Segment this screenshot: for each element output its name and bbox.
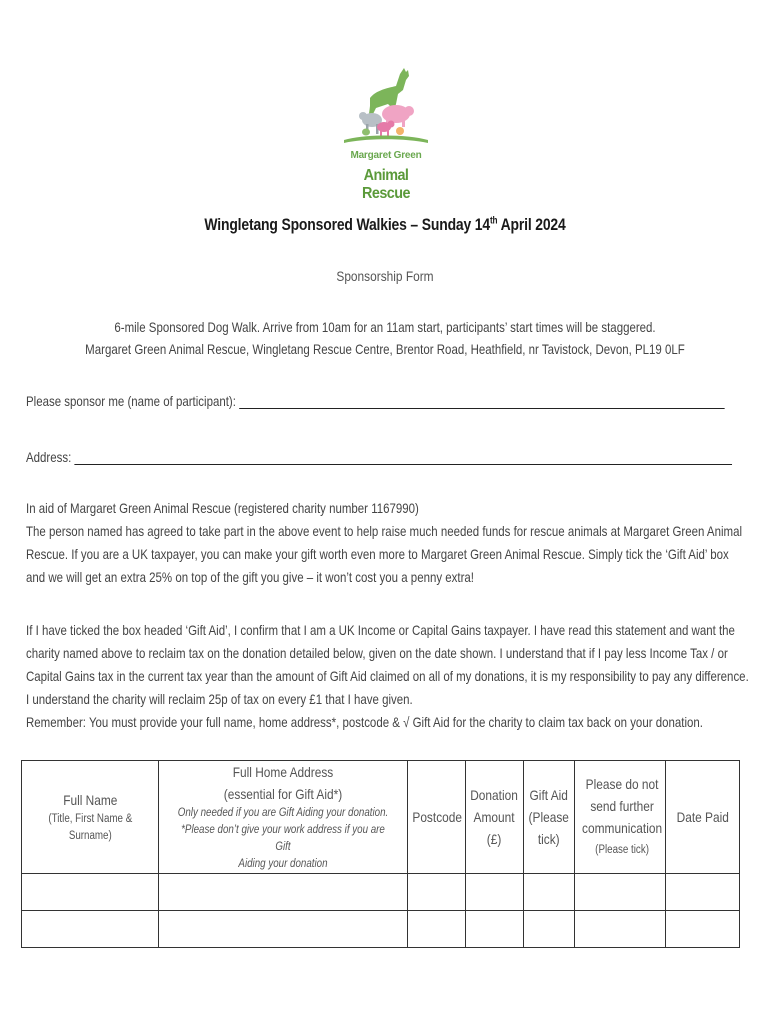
gift-aid-line: I understand the charity will reclaim 25p of tax on every £1 that I have given.	[26, 691, 413, 707]
charity-info	[26, 497, 748, 589]
charity-logo	[336, 64, 436, 202]
participant-label: Please sponsor me (name of participant):	[26, 393, 236, 409]
cell-full-name[interactable]	[22, 911, 159, 948]
address-line[interactable]	[74, 450, 732, 465]
header-date-paid: Date Paid	[666, 761, 740, 874]
header-full-name: Full Name (Title, First Name & Surname)	[22, 761, 159, 874]
gift-aid-line: Capital Gains tax in the current tax year than the amount of Gift Aid claimed on all of my donations, it is my responsibility to pay any difference.	[26, 668, 749, 684]
cell-postcode[interactable]	[408, 874, 466, 911]
gift-aid-line: charity named above to reclaim tax on the donation detailed below, given on the date shown. I understand that if I pay less Income Tax / or	[26, 645, 728, 661]
gift-aid-line: If I have ticked the box headed ‘Gift Aid’, I confirm that I am a UK Income or Capital Gains taxpayer. I have read this statement and want the	[26, 622, 735, 638]
cell-gift-aid[interactable]	[524, 911, 575, 948]
cell-gift-aid[interactable]	[524, 874, 575, 911]
header-donation: Donation Amount (£)	[466, 761, 524, 874]
charity-line: and we will get an extra 25% on top of the gift you give – it won’t cost you a penny extra!	[26, 569, 474, 585]
event-line-1: 6-mile Sponsored Dog Walk. Arrive from 10am for an 11am start, participants’ start times will be staggered.	[114, 319, 656, 335]
cell-postcode[interactable]	[408, 911, 466, 948]
logo-org-line1: Margaret Green	[350, 150, 422, 161]
form-subtitle: Sponsorship Form	[336, 268, 434, 284]
cell-date-paid[interactable]	[666, 911, 740, 948]
participant-field[interactable]	[26, 393, 725, 409]
header-gift-aid: Gift Aid (Please tick)	[524, 761, 575, 874]
header-address: Full Home Address (essential for Gift Aid*) Only needed if you are Gift Aiding your donation. *Please don’t give your work address if you are Gift Aiding your donation	[159, 761, 408, 874]
table-row	[22, 911, 740, 948]
sponsor-table	[21, 760, 740, 948]
address-field[interactable]	[26, 449, 732, 465]
gift-aid-line: Remember: You must provide your full name, home address*, postcode & √ Gift Aid for the charity to claim tax back on your donation.	[26, 714, 703, 730]
cell-donation[interactable]	[466, 874, 524, 911]
cell-no-communication[interactable]	[575, 911, 666, 948]
animals-logo-icon	[336, 64, 436, 148]
page-title: Wingletang Sponsored Walkies – Sunday 14th April 2024	[204, 215, 566, 234]
event-details	[69, 316, 700, 360]
table-row	[22, 874, 740, 911]
address-label: Address:	[26, 449, 72, 465]
charity-line: Rescue. If you are a UK taxpayer, you can make your gift worth even more to Margaret Green Animal Rescue. Simply tick the ‘Gift Aid’ box	[26, 546, 729, 562]
logo-org-line2: Animal Rescue	[361, 167, 410, 202]
cell-donation[interactable]	[466, 911, 524, 948]
charity-line: In aid of Margaret Green Animal Rescue (registered charity number 1167990)	[26, 500, 419, 516]
event-line-2: Margaret Green Animal Rescue, Wingletang Rescue Centre, Brentor Road, Heathfield, nr Tavistock, Devon, PL19 0LF	[85, 341, 685, 357]
charity-line: The person named has agreed to take part in the above event to help raise much needed funds for rescue animals at Margaret Green Animal	[26, 523, 743, 539]
cell-address[interactable]	[159, 874, 408, 911]
participant-line[interactable]	[239, 394, 724, 409]
gift-aid-declaration	[26, 619, 748, 734]
cell-full-name[interactable]	[22, 874, 159, 911]
cell-date-paid[interactable]	[666, 874, 740, 911]
cell-address[interactable]	[159, 911, 408, 948]
cell-no-communication[interactable]	[575, 874, 666, 911]
table-header-row	[22, 761, 740, 874]
header-postcode: Postcode	[408, 761, 466, 874]
header-no-communication: Please do not send further communication (Please tick)	[575, 761, 666, 874]
